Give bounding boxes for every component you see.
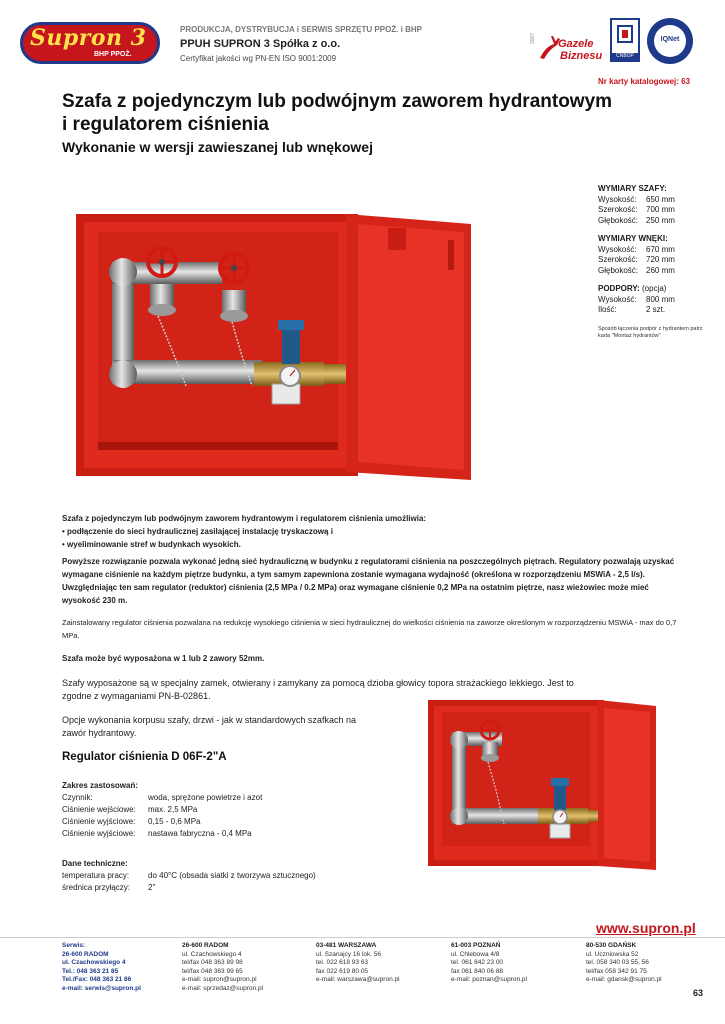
footer-gdansk: 80-530 GDAŃSK ul. Uczniowska 52 tel. 058 340 03 55, 56 tel/fax 058 342 91 75 e-mail: gdansk@supron.pl	[586, 942, 662, 983]
paragraph-options: Opcje wykonania korpusu szafy, drzwi - jak w standardowych szafkach na zawór hydrantowy.	[62, 715, 356, 738]
paragraph-valves: Szafa może być wyposażona w 1 lub 2 zawory 52mm.	[62, 654, 265, 663]
paragraph-description: Powyższe rozwiązanie pozwala wykonać jedną sieć hydrauliczną w budynku z regulatorami ciśnienia na poszczególnych piętrach. Regulatory pozwalają uzyskać wymagane ciśnienie na każdym piętrze budynku, a tym samym zapewniona zostanie wymagana wydajność (określona w rozporządzeniu MSWiA - 2,5 l/s). Uwzględniając ten sam regulator (reduktor) ciśnienia (2,5 MPa / 0.2 MPa) oraz wymagane ciśnienie 0,2 MPa na ostatnim piętrze, nasz wieżowiec może mieć wysokość 230 m.	[62, 557, 675, 605]
gazele-biznesu-logo	[530, 30, 603, 64]
recess-dimensions-heading: WYMIARY WNĘKI:	[598, 234, 668, 243]
header-tagline: PRODUKCJA, DYSTRYBUCJA i SERWIS SPRZĘTU PPOŻ. i BHP	[180, 25, 422, 34]
cabinet-single-valve-photo	[428, 696, 660, 872]
table-row: średnica przyłączy: 2"	[62, 883, 156, 892]
spec-row: Wysokość: 670 mm	[598, 244, 675, 254]
spec-row: Wysokość: 650 mm	[598, 194, 675, 204]
spec-row: Szerokość: 720 mm	[598, 255, 675, 264]
page-title: Szafa z pojedynczym lub podwójnym zaworem hydrantowym i regulatorem ciśnienia	[62, 91, 613, 135]
gazele-word1: Gazele	[558, 38, 594, 50]
table-row: temperatura pracy: do 40°C (obsada siatki z tworzywa sztucznego)	[62, 871, 316, 880]
gazele-word2: Biznesu	[560, 50, 603, 62]
footer-divider	[0, 937, 725, 938]
table-row: Ciśnienie wyjściowe: 0,15 - 0,6 MPa	[62, 817, 201, 826]
website-link[interactable]: www.supron.pl	[596, 920, 696, 936]
cabinet-double-valve-photo	[76, 210, 488, 486]
shield-icon	[612, 22, 638, 52]
spec-row: Szerokość: 700 mm	[598, 205, 675, 214]
pressure-gauge-icon	[553, 810, 567, 824]
supron-logo	[20, 22, 160, 66]
gazele-year: 2007	[530, 32, 536, 44]
footer-serwis: Serwis: 26-600 RADOM ul. Czachowskiego 4 Tel.: 048 363 21 85 Tel./Fax: 048 363 21 86 e-mail: serwis@supron.pl	[62, 942, 141, 992]
logo-text: Supron 3	[30, 25, 147, 51]
regulator-heading: Regulator ciśnienia D 06F-2"A	[62, 751, 227, 763]
spec-row: Wysokość: 800 mm	[598, 294, 675, 304]
logo-subtext: BHP PPOŻ.	[94, 51, 132, 58]
table-row: Czynnik: woda, sprężone powietrze i azot	[62, 793, 263, 802]
supports-heading: PODPORY: (opcja)	[598, 284, 667, 293]
quality-certificate: Certyfikat jakości wg PN-EN ISO 9001:2009	[180, 54, 337, 63]
benefits-section: Szafa z pojedynczym lub podwójnym zaworem hydrantowym i regulatorem ciśnienia umożliwia: • podłączenie do sieci hydraulicznej zasilającej instalację tryskaczową i • wyeliminowanie stref w budynkach wysokich.	[62, 514, 427, 549]
table-row: Ciśnienie wyjściowe: nastawa fabryczna - 0,4 MPa	[62, 829, 252, 838]
company-name: PPUH SUPRON 3 Spółka z o.o.	[180, 38, 341, 50]
footer-warszawa: 03-481 WARSZAWA ul. Szanajcy 16 lok. 56 tel. 022 618 93 63 fax 022 619 80 05 e-mail: warszawa@supron.pl	[316, 942, 400, 983]
footer-radom: 26-600 RADOM ul. Czachowskiego 4 tel/fax 048 363 89 98 tel/fax 048 363 99 65 e-mail: supron@supron.pl e-mail: sprzedaz@supron.pl	[182, 942, 264, 992]
page-number: 63	[693, 988, 704, 998]
pressure-gauge-icon	[280, 366, 300, 386]
table-row: Ciśnienie wejściowe: max. 2,5 MPa	[62, 805, 198, 814]
spec-row: Głębokość: 260 mm	[598, 265, 675, 275]
certification-label: CNBOP	[612, 53, 638, 60]
application-range-table: Zakres zastosowań: Czynnik: woda, sprężone powietrze i azot Ciśnienie wejściowe: max. 2,5 MPa Ciśnienie wyjściowe: 0,15 - 0,6 MPa Ciśnienie wyjściowe: nastawa fabryczna - 0,4 MPa	[62, 781, 263, 838]
technical-data-table: Dane techniczne: temperatura pracy: do 40°C (obsada siatki z tworzywa sztucznego) średnica przyłączy: 2"	[62, 859, 316, 892]
cabinet-dimensions-heading: WYMIARY SZAFY:	[598, 184, 667, 193]
paragraph-regulator: Zainstalowany regulator ciśnienia pozwalana na redukcję wysokiego ciśnienia w sieci hydraulicznej do wielkości ciśnienia na zaworze określonym w rozporządzeniu MSWiA - max do 0,7 MPa.	[62, 618, 677, 640]
footer-poznan: 61-003 POZNAŃ ul. Chlebowa 4/8 tel. 061 842 23 00 fax 061 840 06 88 e-mail: poznan@supron.pl	[451, 942, 527, 983]
paragraph-lock: Szafy wyposażone są w specjalny zamek, otwierany i zamykany za pomocą dzioba głowicy topora strażackiego lekkiego. Jest to zgodne z wymaganiami PN-B-02861.	[62, 678, 574, 701]
iqnet-badge-text: IQNet	[660, 36, 680, 43]
iqnet-badge	[647, 18, 693, 64]
spec-row: Ilość: 2 szt.	[598, 305, 666, 314]
certification-mark	[610, 18, 640, 62]
supports-note: Sposób łączenia podpór z hydrantem patrz karta "Montaż hydrantów"	[598, 325, 703, 339]
dimensions-panel	[598, 180, 708, 340]
page-subtitle: Wykonanie w wersji zawieszanej lub wnękowej	[62, 139, 373, 155]
spec-row: Głębokość: 250 mm	[598, 215, 675, 225]
catalog-number: Nr karty katalogowej: 63	[598, 77, 691, 86]
